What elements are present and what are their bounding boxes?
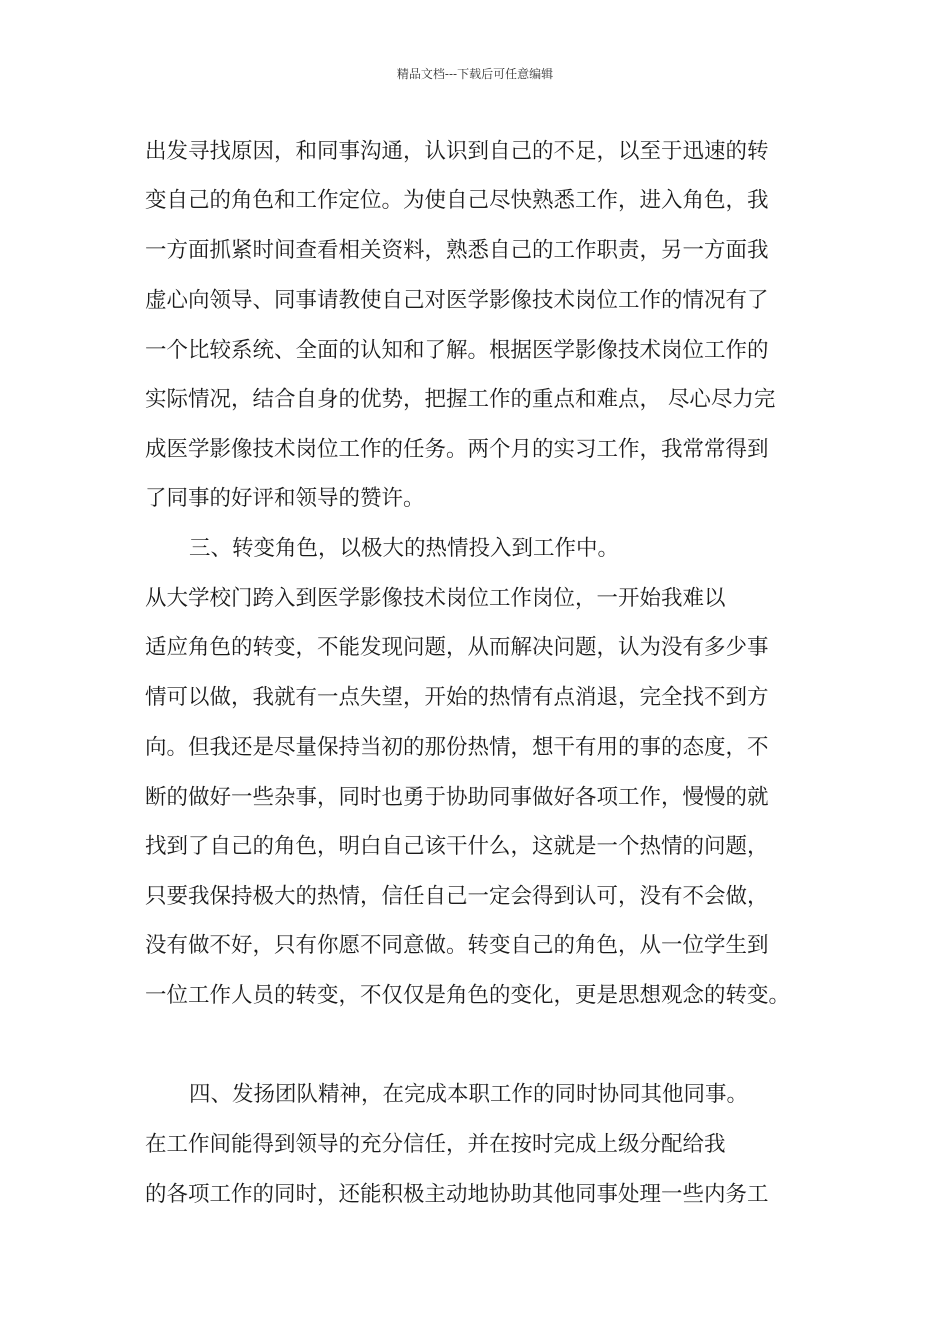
- text-line: 适应角色的转变，不能发现问题，从而解决问题，认为没有多少事: [145, 635, 769, 660]
- text-line: 从大学校门跨入到医学影像技术岗位工作岗位，一开始我难以: [145, 586, 726, 611]
- text-line: 一方面抓紧时间查看相关资料，熟悉自己的工作职责，另一方面我: [145, 238, 769, 263]
- text-line: 在工作间能得到领导的充分信任，并在按时完成上级分配给我: [145, 1132, 726, 1157]
- text-line: 一个比较系统、全面的认知和了解。根据医学影像技术岗位工作的: [145, 338, 769, 363]
- section-heading: 三、转变角色，以极大的热情投入到工作中。: [189, 536, 620, 561]
- text-line: 只要我保持极大的热情，信任自己一定会得到认可，没有不会做，: [145, 884, 769, 909]
- text-line: 虚心向领导、同事请教使自己对医学影像技术岗位工作的情况有了: [145, 288, 769, 313]
- text-line: 情可以做，我就有一点失望，开始的热情有点消退，完全找不到方: [145, 685, 769, 710]
- text-line: 变自己的角色和工作定位。为使自己尽快熟悉工作，进入角色，我: [145, 188, 769, 213]
- text-line: 找到了自己的角色，明白自己该干什么，这就是一个热情的问题，: [145, 834, 769, 859]
- text-line: 没有做不好，只有你愿不同意做。转变自己的角色，从一位学生到: [145, 933, 769, 958]
- section-heading: 四、发扬团队精神，在完成本职工作的同时协同其他同事。: [189, 1082, 749, 1107]
- text-line: 的各项工作的同时，还能积极主动地协助其他同事处理一些内务工: [145, 1182, 769, 1207]
- text-line: 一位工作人员的转变，不仅仅是角色的变化，更是思想观念的转变。: [145, 983, 791, 1008]
- text-line: 成医学影像技术岗位工作的任务。两个月的实习工作，我常常得到: [145, 437, 769, 462]
- text-line: 了同事的好评和领导的赞许。: [145, 486, 425, 511]
- page-header: 精品文档---下载后可任意编辑: [396, 67, 554, 81]
- text-line: 断的做好一些杂事，同时也勇于协助同事做好各项工作，慢慢的就: [145, 785, 769, 810]
- text-line: 实际情况，结合自身的优势，把握工作的重点和难点， 尽心尽力完: [145, 387, 776, 412]
- text-line: 出发寻找原因，和同事沟通，认识到自己的不足，以至于迅速的转: [145, 139, 769, 164]
- text-line: 向。但我还是尽量保持当初的那份热情，想干有用的事的态度，不: [145, 735, 769, 760]
